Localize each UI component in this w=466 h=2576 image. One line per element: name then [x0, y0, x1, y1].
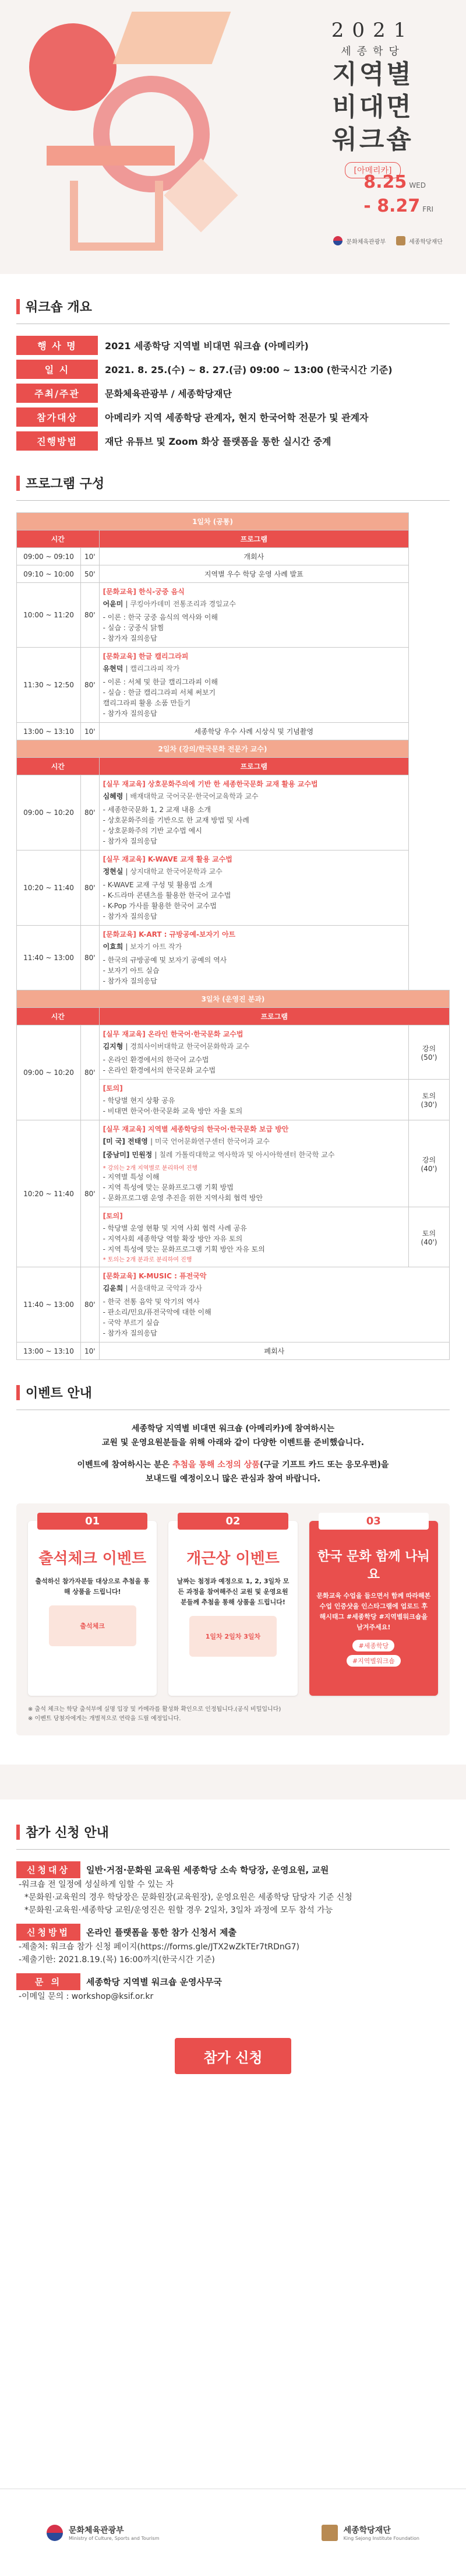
event-card-desc: 출석하신 참가자분들 대상으로 추첨을 통해 상품을 드립니다!	[35, 1577, 150, 1595]
session-simple: 지역별 우수 학당 운영 사례 발표	[99, 565, 408, 583]
session-item: - 문화프로그램 운영 추진을 위한 지역사회 협력 방안	[103, 1194, 263, 1202]
session-item: - 지역 특성에 맞는 문화프로그램 기획 방법	[103, 1183, 234, 1192]
apply-detail: -제출기한: 2021.8.19.(목) 16:00까지(한국시간 기준)	[19, 1955, 215, 1964]
heading-accent	[16, 299, 20, 314]
apply-row-contact	[16, 1973, 450, 1990]
session-time: 09:00 ~ 10:20	[17, 1025, 81, 1120]
session-format: 토의 (40')	[409, 1207, 450, 1267]
overview-value: 2021. 8. 25.(수) ~ 8. 27.(금) 09:00 ~ 13:00 (한국시간 기준)	[105, 364, 393, 375]
overview-row	[16, 431, 450, 451]
program-table	[16, 512, 450, 1360]
hero-decoration	[70, 181, 163, 251]
footer-logo-text: 세종학당재단	[343, 2526, 391, 2535]
session-speaker	[103, 599, 405, 609]
session-item: - 온라인 환경에서의 한국어 교수법	[103, 1056, 209, 1064]
session-title: [문화교육] 한식-궁중 음식	[103, 588, 185, 596]
session-title: [토의]	[103, 1212, 123, 1220]
footer-logo-subtext: Ministry of Culture, Sports and Tourism	[69, 2536, 160, 2541]
session-item: - 지역 특성에 맞는 문화프로그램 기획 방안 자유 토의	[103, 1245, 265, 1253]
event-card-perfect-attendance	[168, 1515, 297, 1696]
session-item: - 지역사회 세종학당 역할 확장 방안 자유 토의	[103, 1235, 243, 1243]
session-item: - K-Pop 가사를 활용한 한국어 교수법	[103, 902, 217, 910]
session-time: 09:10 ~ 10:00	[17, 565, 81, 583]
session-speaker	[103, 1136, 405, 1146]
speaker-org: | 서울대학교 국악과 강사	[125, 1284, 202, 1292]
event-note: ※ 출석 체크는 학당 출석부에 실명 입장 및 카메라를 활성화 확인으로 인정됩니다.(공식 비밀입니다)	[28, 1706, 281, 1713]
session-speaker	[103, 663, 405, 673]
session-speaker	[103, 791, 405, 801]
foundation-logo-icon	[322, 2525, 338, 2541]
event-card-art-label: 출석체크	[80, 1622, 105, 1630]
column-header-row	[17, 1008, 450, 1025]
session-speaker	[103, 1041, 405, 1051]
apply-row-target	[16, 1861, 450, 1878]
apply-row-method	[16, 1924, 450, 1941]
session-item: - 판소리/민요/퓨전국악에 대한 이해	[103, 1308, 211, 1316]
session-item: - 세종한국문화 1, 2 교재 내용 소개	[103, 806, 211, 814]
session-content	[99, 583, 408, 648]
overview-heading	[16, 297, 450, 315]
apply-detail: -워크숍 전 일정에 성실하게 임할 수 있는 자	[19, 1880, 174, 1889]
session-minutes: 10'	[81, 723, 100, 740]
overview-key: 참가대상	[16, 407, 98, 427]
session-item: - 참가자 질의응답	[103, 709, 157, 718]
session-row	[17, 926, 450, 990]
event-heading-text: 이벤트 안내	[26, 1386, 92, 1401]
session-item: - 참가자 질의응답	[103, 1329, 157, 1337]
session-content	[99, 1120, 408, 1207]
session-row	[17, 723, 450, 740]
session-format: 강의 (40')	[409, 1120, 450, 1207]
session-title: [실무 재교육] K-WAVE 교재 활용 교수법	[103, 855, 232, 863]
footer-logo-ministry	[47, 2524, 160, 2541]
session-content	[99, 851, 408, 926]
column-header-time: 시간	[17, 1008, 100, 1025]
hero-decoration	[29, 23, 116, 111]
contact-email-link[interactable]: -이메일 문의 : workshop@ksif.or.kr	[19, 1992, 154, 2001]
overview-row	[16, 407, 450, 427]
apply-form-link[interactable]: -제출처: 워크숍 참가 신청 페이지(https://forms.gle/JTX2wZkTEr7tRDnG7)	[19, 1942, 299, 1952]
apply-value: 일반·거점·문화원 교육원 세종학당 소속 학당장, 운영요원, 교원	[86, 1865, 329, 1875]
session-row	[17, 565, 450, 583]
hero-decoration	[113, 12, 231, 64]
session-title: [실무 재교육] 온라인 한국어·한국문화 교수법	[103, 1030, 243, 1038]
session-item: - 참가자 질의응답	[103, 634, 157, 642]
hero-logos	[333, 236, 443, 245]
session-item: - 국악 부르기 실습	[103, 1319, 160, 1327]
session-minutes: 80'	[81, 775, 100, 851]
session-row	[17, 1025, 450, 1080]
session-item: - 한국의 규방공예 및 보자기 공예의 역사	[103, 956, 227, 964]
hashtag: #지역별워크숍	[347, 1655, 401, 1667]
session-item: - 학당별 운영 현황 및 지역 사회 협력 사례 공유	[103, 1224, 247, 1232]
column-header-time: 시간	[17, 530, 100, 548]
session-content	[99, 926, 408, 990]
apply-detail: *문화원·교육원·세종학당 교원/운영진은 원할 경우 2일차, 3일차 과정에 모두 참석 가능	[24, 1906, 333, 1915]
event-intro-line: 교원 및 운영요원분들을 위해 아래와 같이 다양한 이벤트를 준비했습니다.	[101, 1438, 365, 1447]
heading-accent	[16, 476, 20, 491]
hero-decoration	[47, 146, 175, 166]
session-speaker	[103, 941, 405, 951]
event-card-culture-share	[309, 1515, 438, 1696]
hero-day-start: WED	[409, 181, 426, 189]
overview-value: 문화체육관광부 / 세종학당재단	[105, 388, 232, 399]
event-intro-line: 이벤트에 참여하시는 분은	[77, 1460, 172, 1470]
session-minutes: 80'	[81, 1120, 100, 1267]
session-item: - K-드라마 콘텐츠를 활용한 한국어 교수법	[103, 891, 231, 899]
session-title: [문화교육] K-ART : 규방공예-보자기 아트	[103, 930, 236, 939]
speaker-org: | 칠레 가톨릭대학교 역사학과 및 아시아학센터 한국학 교수	[154, 1151, 335, 1159]
overview-row	[16, 336, 450, 355]
session-item: - 상호문화주의를 기반으로 한 교재 방법 및 사례	[103, 816, 249, 824]
program-heading	[16, 474, 450, 492]
footer-logo-foundation	[322, 2524, 419, 2541]
session-title: [실무 재교육] 지역별 세종학당의 한국어·한국문화 보급 방안	[103, 1125, 289, 1133]
session-minutes: 10'	[81, 548, 100, 565]
speaker-name: [중남미] 민원정	[103, 1151, 153, 1159]
session-simple: 세종학당 우수 사례 시상식 및 기념촬영	[99, 723, 408, 740]
event-card-title: 출석체크 이벤트	[38, 1550, 147, 1568]
speaker-name: 김지형	[103, 1042, 123, 1050]
session-minutes: 80'	[81, 648, 100, 723]
footer-logo-text: 문화체육관광부	[69, 2526, 124, 2535]
session-note: * 강의는 2개 지역별로 분리하여 진행	[103, 1165, 198, 1172]
session-content	[99, 1025, 408, 1080]
column-header-row	[17, 758, 450, 775]
session-minutes: 80'	[81, 926, 100, 990]
session-format: 토의 (30')	[409, 1080, 450, 1120]
event-heading	[16, 1383, 450, 1401]
column-header-time: 시간	[17, 758, 100, 775]
session-item: - 실습 : 한글 캘리그라피 서체 써보기	[103, 688, 216, 697]
hero-logo-foundation: 세종학당재단	[409, 238, 443, 245]
speaker-org: | 배재대학교 국어국문·한국어교육학과 교수	[125, 792, 259, 800]
event-note: ※ 이벤트 당첨자에게는 개별적으로 연락을 드릴 예정입니다.	[28, 1716, 181, 1722]
session-title: [실무 재교육] 상호문화주의에 기반 한 세종한국문화 교재 활용 교수법	[103, 780, 318, 788]
column-header-program: 프로그램	[99, 530, 408, 548]
event-intro-line: (구글 기프트 카드 또는 응모우편)을	[259, 1460, 389, 1470]
speaker-org: | 보자기 아트 작가	[125, 943, 182, 951]
session-row	[17, 648, 450, 723]
speaker-org: | 쿠킹아카데미 전통조리과 경일교수	[125, 600, 236, 608]
session-speaker	[103, 866, 405, 876]
hero-region-tag: [아메리카]	[345, 162, 400, 178]
session-time: 10:00 ~ 11:20	[17, 583, 81, 648]
session-item: - 참가자 질의응답	[103, 912, 157, 920]
event-intro-line: 보내드릴 예정이오니 많은 관심과 참여 바랍니다.	[145, 1474, 321, 1484]
session-content	[99, 1267, 449, 1343]
laptop-illustration-icon	[49, 1605, 136, 1646]
day-label: 3일차 (운영진 분과)	[17, 990, 450, 1008]
column-header-program: 프로그램	[99, 1008, 449, 1025]
session-time: 09:00 ~ 10:20	[17, 775, 81, 851]
session-time: 10:20 ~ 11:40	[17, 851, 81, 926]
day-label: 1일차 (공통)	[17, 513, 409, 530]
speaker-org: | 경희사이버대학교 한국어문화학과 교수	[125, 1042, 250, 1050]
foundation-logo-icon	[396, 236, 405, 245]
speaker-name: 유현덕	[103, 665, 123, 673]
session-note: * 토의는 2개 분과로 분리하여 진행	[103, 1257, 192, 1263]
apply-key: 신청대상	[16, 1861, 80, 1878]
session-row	[17, 1120, 450, 1207]
hero-date-start: 8.25	[363, 172, 407, 192]
day-header-row	[17, 990, 450, 1008]
event-card-number: 03	[319, 1513, 429, 1530]
speaker-name: 김윤희	[103, 1284, 123, 1292]
heading-accent	[16, 1385, 20, 1400]
event-prize-highlight: 추첨을 통해 소정의 상품	[172, 1460, 260, 1470]
event-intro	[16, 1422, 450, 1486]
event-card-number: 01	[37, 1513, 147, 1530]
column-header-program: 프로그램	[99, 758, 408, 775]
apply-key: 문 의	[16, 1973, 80, 1990]
session-minutes: 50'	[81, 565, 100, 583]
day-header-row	[17, 513, 450, 530]
session-row	[17, 548, 450, 565]
session-content	[99, 1080, 408, 1120]
session-row	[17, 1267, 450, 1343]
hero-title	[303, 19, 443, 178]
hero-day-end: FRI	[422, 205, 433, 213]
session-item: 캘리그라피 활용 소품 만들기	[103, 699, 191, 707]
session-minutes: 10'	[81, 1343, 100, 1360]
session-minutes: 80'	[81, 583, 100, 648]
speaker-name: 이효희	[103, 943, 123, 951]
event-card-desc: 문화교육 수업을 들으면서 함께 따라해본 수업 인증샷을 인스타그램에 업로드 후 해시태그 #세종학당 #지역별워크숍을 남겨주세요!	[316, 1592, 431, 1631]
session-minutes: 80'	[81, 1025, 100, 1120]
divider	[16, 1849, 450, 1850]
footer-logo-subtext: King Sejong Institute Foundation	[343, 2536, 419, 2541]
footer	[0, 2489, 466, 2576]
overview-heading-text: 워크숍 개요	[26, 300, 92, 315]
speaker-org: | 캘리그라피 작가	[125, 665, 180, 673]
apply-button[interactable]: 참가 신청	[175, 2038, 291, 2074]
session-title: [문화교육] K-MUSIC : 퓨전국악	[103, 1272, 207, 1280]
event-intro-line: 세종학당 지역별 비대면 워크숍 (아메리카)에 참여하시는	[131, 1424, 335, 1433]
session-content	[99, 648, 408, 723]
calendar-illustration-icon	[189, 1616, 277, 1657]
hero-date-end: 8.27	[377, 196, 421, 216]
speaker-org: | 상지대학교 한국어문학과 교수	[125, 867, 223, 876]
overview-row	[16, 384, 450, 403]
session-item: - 학당별 현지 상황 공유	[103, 1097, 175, 1105]
session-item: - 보자기 아트 실습	[103, 967, 160, 975]
session-item: - 실습 : 궁중식 닭찜	[103, 624, 164, 632]
session-item: - 참가자 질의응답	[103, 837, 157, 845]
overview-value: 재단 유튜브 및 Zoom 화상 플랫폼을 통한 실시간 중계	[105, 436, 331, 447]
session-time: 13:00 ~ 13:10	[17, 723, 81, 740]
overview-key: 주최/주관	[16, 384, 98, 403]
session-content	[99, 1207, 408, 1267]
session-time: 11:40 ~ 13:00	[17, 1267, 81, 1343]
overview-list	[16, 336, 450, 451]
session-time: 10:20 ~ 11:40	[17, 1120, 81, 1267]
program-heading-text: 프로그램 구성	[26, 477, 105, 491]
session-item: - 상호문화주의 기반 교수법 예시	[103, 827, 202, 835]
session-row	[17, 775, 450, 851]
speaker-name: 정현실	[103, 867, 123, 876]
speaker-name: 심혜령	[103, 792, 123, 800]
event-cards-area	[16, 1503, 450, 1735]
hero-title-line: 비대면	[332, 92, 414, 122]
overview-key: 행 사 명	[16, 336, 98, 355]
day-label: 2일차 (강의/한국문화 전문가 교수)	[17, 740, 409, 758]
apply-heading	[16, 1823, 450, 1841]
divider	[16, 500, 450, 501]
session-title: [토의]	[103, 1084, 123, 1092]
session-time: 13:00 ~ 13:10	[17, 1343, 81, 1360]
hero-logo-ministry: 문화체육관광부	[346, 238, 386, 245]
heading-accent	[16, 1825, 20, 1840]
overview-key: 일 시	[16, 360, 98, 379]
session-item: - 이론 : 서체 및 한글 캘리그라피 이해	[103, 678, 218, 686]
apply-value: 온라인 플랫폼을 통한 참가 신청서 제출	[86, 1927, 236, 1938]
event-card-art-label: 1일차 2일차 3일차	[205, 1633, 261, 1640]
session-item: - 온라인 환경에서의 한국문화 교수법	[103, 1066, 216, 1074]
overview-key: 진행방법	[16, 431, 98, 451]
ministry-logo-icon	[333, 236, 343, 245]
event-card-title: 한국 문화 함께 나눠요	[317, 1549, 430, 1582]
ministry-logo-icon	[47, 2525, 63, 2541]
session-simple: 개회사	[99, 548, 408, 565]
session-row	[17, 851, 450, 926]
session-time: 11:40 ~ 13:00	[17, 926, 81, 990]
session-title: [문화교육] 한글 캘리그라피	[103, 652, 189, 660]
overview-value: 2021 세종학당 지역별 비대면 워크숍 (아메리카)	[105, 340, 309, 352]
hero-title-line: 지역별	[332, 59, 414, 89]
speaker-name: 어윤미	[103, 600, 123, 608]
speaker-name: [미 국] 전태영	[103, 1137, 148, 1145]
session-row	[17, 583, 450, 648]
hero-title-line: 워크숍	[332, 125, 414, 154]
session-content	[99, 775, 408, 851]
speaker-org: | 미국 언어문화연구센터 한국어과 교수	[150, 1137, 270, 1145]
apply-value: 세종학당 지역별 워크숍 운영사무국	[86, 1977, 223, 1987]
overview-value: 아메리카 지역 세종학당 관계자, 현지 한국어학 전문가 및 관계자	[105, 412, 369, 423]
session-speaker	[103, 1150, 405, 1159]
session-minutes: 80'	[81, 851, 100, 926]
session-simple: 폐회사	[99, 1343, 449, 1360]
session-row	[17, 1343, 450, 1360]
event-card-title: 개근상 이벤트	[186, 1550, 280, 1568]
hero-dates: 8.25 WED - 8.27 FRI	[363, 172, 433, 216]
session-format: 강의 (50')	[409, 1025, 450, 1080]
session-time: 09:00 ~ 09:10	[17, 548, 81, 565]
hashtag: #세종학당	[352, 1640, 394, 1651]
event-card-attendance	[28, 1515, 157, 1696]
event-card-desc: 날짜는 첨정과 예정으로 1, 2, 3일차 모든 과정을 참여해주신 교원 및 운영요원분들께 추첨을 통해 상품을 드립니다!	[176, 1577, 290, 1606]
session-item: - K-WAVE 교재 구성 및 활용법 소개	[103, 881, 213, 889]
session-time: 11:30 ~ 12:50	[17, 648, 81, 723]
overview-row	[16, 360, 450, 379]
session-speaker	[103, 1283, 446, 1293]
day-header-row	[17, 740, 450, 758]
session-item: - 한국 전통 음악 및 악기의 역사	[103, 1298, 200, 1306]
session-item: - 비대면 한국어·한국문화 교육 방안 자율 토의	[103, 1107, 243, 1115]
session-item: - 지역별 특성 이해	[103, 1173, 160, 1181]
apply-heading-text: 참가 신청 안내	[26, 1826, 109, 1840]
session-item: - 이론 : 한국 궁중 음식의 역사와 이해	[103, 613, 218, 621]
session-minutes: 80'	[81, 1267, 100, 1343]
hero-banner	[0, 0, 466, 274]
column-header-row	[17, 530, 450, 548]
hero-subtitle: 세종학당	[341, 45, 405, 58]
section-spacer	[0, 1765, 466, 1800]
hero-year: 2021	[331, 19, 415, 42]
apply-key: 신청방법	[16, 1924, 80, 1941]
session-item: - 참가자 질의응답	[103, 977, 157, 985]
event-card-number: 02	[178, 1513, 288, 1530]
apply-detail: *문화원·교육원의 경우 학당장은 문화원장(교육원장), 운영요원은 세종학당 담당자 기준 신청	[24, 1893, 352, 1902]
